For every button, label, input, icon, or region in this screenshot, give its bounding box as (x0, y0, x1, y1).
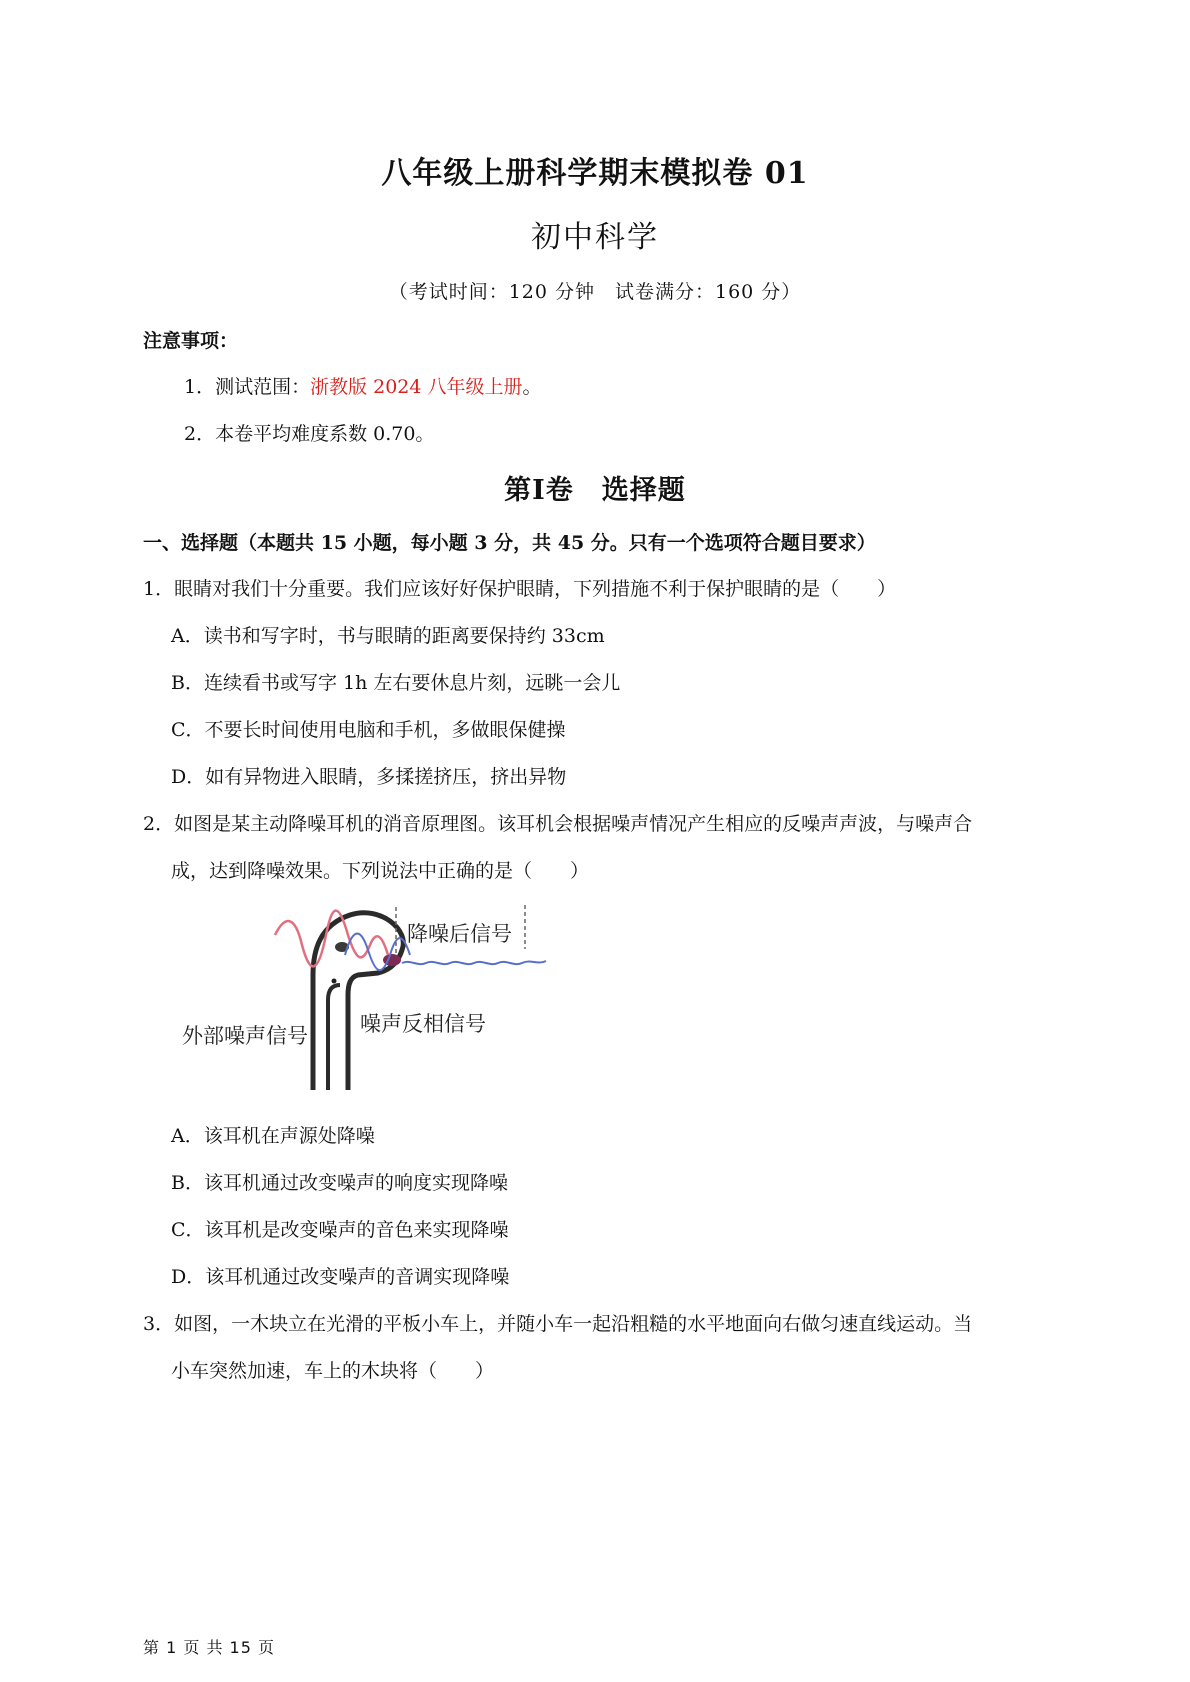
earphone-diagram (170, 905, 590, 1095)
question-3-stem-line1: 3．如图，一木块立在光滑的平板小车上，并随小车一起沿粗糙的水平地面向右做匀速直线运动。当 (143, 1313, 973, 1335)
earphone-mic (332, 979, 337, 984)
after-signal-wave (402, 961, 546, 964)
question-1-option-b: B．连续看书或写字 1h 左右要休息片刻，远眺一会儿 (171, 672, 621, 694)
question-2-stem-line2: 成，达到降噪效果。下列说法中正确的是（ ） (171, 860, 590, 882)
question-3-stem-line2: 小车突然加速，车上的木块将（ ） (171, 1360, 495, 1382)
page-footer: 第 1 页 共 15 页 (143, 1638, 275, 1657)
note-item-1-suffix: 。 (522, 376, 542, 398)
note-item-1-prefix: 1．测试范围： (184, 376, 311, 398)
note-item-1-scope: 浙教版 2024 八年级上册 (310, 376, 523, 398)
question-2-option-b: B．该耳机通过改变噪声的响度实现降噪 (171, 1172, 508, 1194)
question-1-option-c: C．不要长时间使用电脑和手机，多做眼保健操 (171, 719, 566, 741)
earphone-stem-inner (328, 985, 340, 1090)
notes-heading: 注意事项： (143, 330, 239, 352)
question-2-option-c: C．该耳机是改变噪声的音色来实现降噪 (171, 1219, 509, 1241)
question-1-option-a: A．读书和写字时，书与眼睛的距离要保持约 33cm (171, 625, 605, 647)
question-2-option-a: A．该耳机在声源处降噪 (171, 1125, 375, 1147)
note-item-2: 2．本卷平均难度系数 0.70。 (184, 423, 435, 445)
note-item-1 (184, 372, 542, 399)
label-after-signal: 降噪后信号 (407, 922, 512, 946)
section-title: 第Ⅰ卷 选择题 (504, 475, 686, 506)
label-inverse-signal: 噪声反相信号 (360, 1012, 486, 1036)
question-2-stem-line1: 2．如图是某主动降噪耳机的消音原理图。该耳机会根据噪声情况产生相应的反噪声声波，与噪声合 (143, 813, 973, 835)
page-title: 八年级上册科学期末模拟卷 01 (381, 156, 809, 191)
exam-info: （考试时间：120 分钟 试卷满分：160 分） (388, 281, 802, 303)
section-heading: 一、选择题（本题共 15 小题，每小题 3 分，共 45 分。只有一个选项符合题目要求） (143, 532, 876, 554)
question-1-stem: 1．眼睛对我们十分重要。我们应该好好保护眼睛，下列措施不利于保护眼睛的是（ ） (143, 578, 897, 600)
page-subtitle: 初中科学 (531, 220, 659, 255)
label-external-signal: 外部噪声信号 (182, 1024, 308, 1048)
question-1-option-d: D．如有异物进入眼睛，多揉搓挤压，挤出异物 (171, 766, 567, 788)
question-2-option-d: D．该耳机通过改变噪声的音调实现降噪 (171, 1266, 510, 1288)
